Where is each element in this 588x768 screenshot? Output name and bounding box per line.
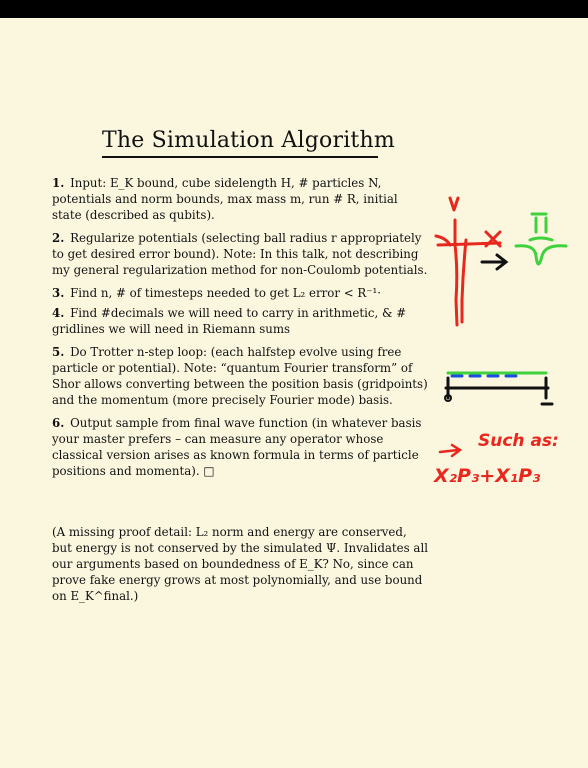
step-text: Input: E_K bound, cube sidelength H, # particles N, potentials and norm bounds, max mass m, run # R, initial state (described as qubits).: [52, 176, 398, 222]
step-number: 2.: [52, 231, 65, 245]
step-number: 1.: [52, 176, 65, 190]
step-number: 3.: [52, 286, 65, 300]
handwritten-notes: [433, 431, 559, 487]
page-title: The Simulation Algorithm: [102, 128, 395, 153]
step-number: 4.: [52, 306, 65, 320]
step-text: Output sample from final wave function (in whatever basis your master prefers – can measure any operator whose classical version arises as known formula in terms of particle positions and momenta). □: [52, 416, 422, 478]
step-number: 6.: [52, 416, 65, 430]
step-text: Find n, # of timesteps needed to get L₂ error < R⁻¹·: [70, 286, 381, 300]
step-text: Find #decimals we will need to carry in arithmetic, & # gridlines we will need in Riemann sums: [52, 306, 407, 336]
operator-formula: X₂P₃+X₁P₃: [434, 465, 541, 487]
step-text: Regularize potentials (selecting ball radius r appropriately to get desired error bound). Note: In this talk, not describing my general regularization method for non-Coulomb potentials.: [52, 231, 428, 277]
such-as-label: Such as:: [478, 431, 559, 451]
gridline-sketch: [445, 373, 552, 404]
proof-note: (A missing proof detail: L₂ norm and energy are conserved, but energy is not conserved by the simulated Ψ. Invalidates all our arguments based on boundedness of E_K? No, since can prove fake energy grows at most polynomially, and use bound on E_K^final.): [52, 525, 429, 603]
step-number: 5.: [52, 345, 65, 359]
arrow-right-icon: [482, 255, 506, 269]
green-regularized-sketch: [516, 214, 566, 264]
step-text: Do Trotter n-step loop: (each halfstep evolve using free particle or potential). Note: “quantum Fourier transform” of Shor allows converting between the position basis (gridpoints) and the momentum (more precisely Fourier mode) basis.: [52, 345, 428, 407]
